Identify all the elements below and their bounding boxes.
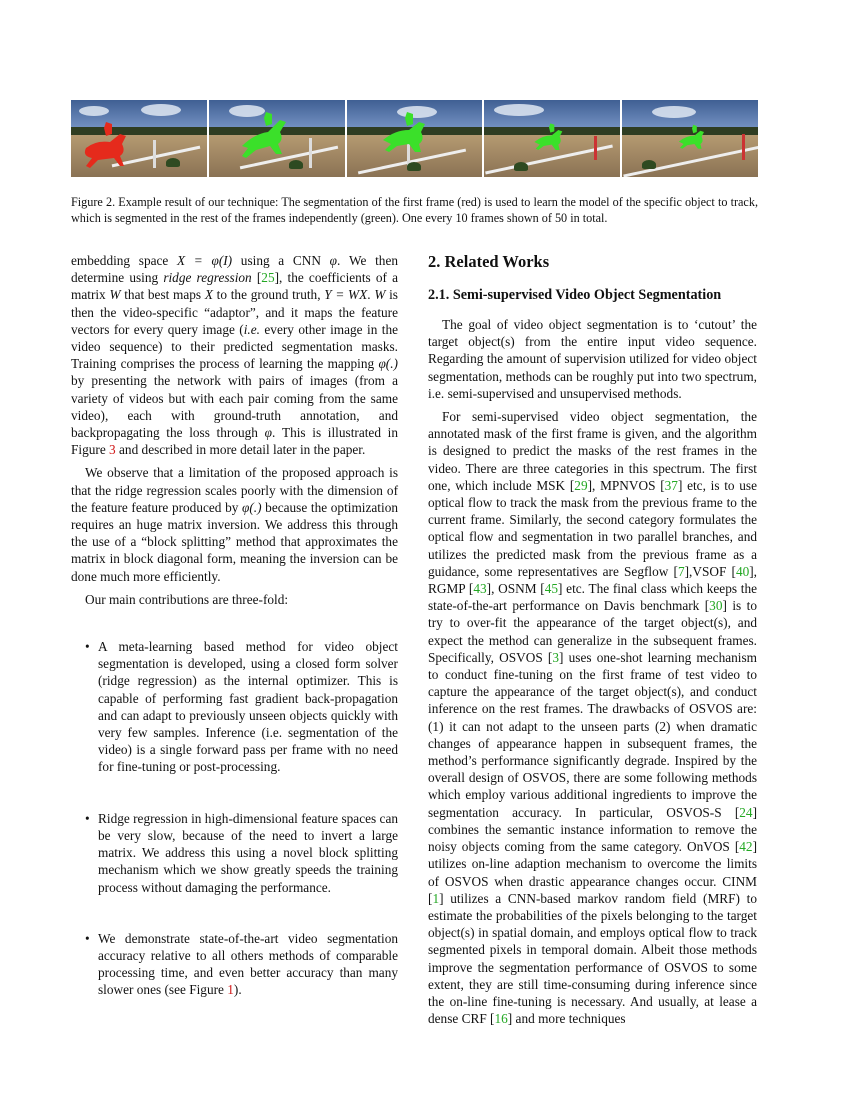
citation-link[interactable]: 37 — [664, 477, 678, 493]
paragraph: For semi-supervised video object segmentation, the annotated mask of the first frame is given, and the algorithm is designed to predict the masks of the rest frames in the video. There are three categories in this spectrum. The first one, which include MSK [29], MPNVOS [37] etc, is to use optical flow to track the mask from the previous frame to the current frame. Similarly, the second category formulates the optical flow and segmentation in two parallel branches, and utilizes the predicted mask from the previous frame as a guidance, some representatives are Segflow [7],VSOF [40], RGMP [43], OSNM [45] etc. The final class which keeps the state-of-the-art performance on Davis benchmark [30] is to try to over-fit the appearance of the target object(s), and expect the method can generalize in the subsequent frames. Specifically, OSVOS [3] uses one-shot learning mechanism to conduct fine-tuning on the first frame of test video to capture the appearance of the target object(s), and conduct inference on the rest frames. The drawbacks of OSVOS are: (1) it can not adapt to the unseen parts (2) when dramatic changes of appearance happen in subsequent frames, the method’s performance significantly degrade. Inspired by the overall design of OSVOS, there are some following methods which employ various additional ingredients to improve the segmentation accuracy. In particular, OSVOS-S [24] combines the semantic instance information to remove the noisy objects coming from the same category. OnVOS [42] utilizes on-line adaption mechanism to overcome the limits of OSVOS when drastic appearance changes occur. CINM [1] utilizes a CNN-based markov random field (MRF) to estimate the probabilities of the pixels belonging to the target object(s) in spatial domain, and employs optical flow to track segmented pixels in temporal domain. Albeit those methods improve the segmentation performance of OSVOS to some extent, they are still time-consuming during inference since the on-line fine-tuning is necessary. And usually, at lease a dense CRF [16] and more techniques — [428, 409, 758, 1027]
bullet-icon: • — [85, 930, 90, 946]
citation-link[interactable]: 16 — [494, 1011, 508, 1027]
paragraph: The goal of video object segmentation is to ‘cutout’ the target object(s) from the entire input video sequence. Regarding the amount of supervision utilized for video object segmentation, methods can be roughly put into two spectrum, i.e. semi-supervised and unsupervised methods. — [428, 317, 757, 401]
figure-link[interactable]: 3 — [109, 442, 116, 458]
paragraph: We observe that a limitation of the proposed approach is that the ridge regression scales poorly with the dimension of the feature feature produced by φ(.) because the optimization requires an huge matrix inversion. We address this through the use of a “block splitting” method that approximates the matrix in block diagonal form, meaning the inversion can be done much more efficiently. — [71, 465, 398, 584]
segmentation-mask — [679, 125, 704, 149]
segmentation-mask — [383, 112, 425, 152]
horse-rider-mask — [375, 108, 435, 160]
citation-link[interactable]: 7 — [677, 563, 685, 579]
list-item: • Ridge regression in high-dimensional feature spaces can be very slow, because of the need to invert a large matrix. We address this using a novel block splitting mechanism which we show greatly speeds the training process without damaging the performance. — [85, 810, 398, 895]
left-column — [71, 252, 398, 1033]
contributions-list — [71, 638, 398, 998]
citation-link[interactable]: 24 — [739, 804, 753, 820]
horse-rider-mask — [674, 122, 710, 154]
citation-link[interactable]: 42 — [739, 839, 753, 855]
segmentation-mask — [242, 112, 286, 158]
video-frame — [209, 100, 345, 177]
citation-link[interactable]: 29 — [574, 477, 588, 493]
list-item: • A meta-learning based method for video object segmentation is developed, using a closed form solver (ridge regression) as the internal optimizer. This is capable of performing fast gradient back-propagation and can adapt to previously unseen objects quickly with very few samples. Inference (i.e. segmentation of the video) is a single forward pass per frame with no need for fine-tuning or post-processing. — [85, 639, 398, 775]
citation-link[interactable]: 1 — [432, 890, 440, 906]
bullet-icon: • — [85, 810, 90, 826]
citation-link[interactable]: 43 — [473, 581, 487, 597]
horse-rider-mask — [529, 120, 569, 156]
paragraph: embedding space X = φ(I) using a CNN φ. We then determine using ridge regression [25], the coefficients of a matrix W that best maps X to the ground truth, Y = WX. W is then the video-specific “adaptor”, and it maps the feature vectors for every query image (i.e. every other image in the video sequence) to their predicted segmentation masks. Training comprises the process of learning the mapping φ(.) by presenting the network with pairs of images (from a variety of videos but with each pair coming from the same video), each with ground-truth annotation, and backpropagating the loss through φ. This is illustrated in Figure 3 and described in more detail later in the paper. — [71, 253, 399, 458]
video-frame — [347, 100, 483, 177]
paragraph: Our main contributions are three-fold: — [85, 591, 289, 607]
segmentation-mask — [85, 122, 126, 168]
video-frame — [71, 100, 207, 177]
right-column — [428, 252, 757, 1033]
citation-link[interactable]: 3 — [552, 649, 560, 665]
segmentation-mask — [535, 123, 563, 150]
horse-rider-mask — [76, 118, 136, 170]
subsection-heading: 2.1. Semi-supervised Video Object Segmentation — [428, 287, 722, 303]
citation-link[interactable]: 25 — [261, 270, 275, 286]
video-frame — [622, 100, 758, 177]
video-frame — [484, 100, 620, 177]
citation-link[interactable]: 40 — [735, 563, 750, 579]
citation-link[interactable]: 30 — [709, 598, 723, 614]
figure-link[interactable]: 1 — [227, 982, 234, 998]
figure-2-image-strip — [71, 100, 758, 177]
list-item: • We demonstrate state-of-the-art video segmentation accuracy relative to all others methods of comparable processing time, and even better accuracy than many slower ones (see Figure 1). — [85, 930, 398, 998]
bullet-icon: • — [85, 639, 90, 655]
figure-caption: Figure 2. Example result of our technique: The segmentation of the first frame (red) is used to learn the model of the specific object to track, which is segmented in the rest of the frames independently (green). One every 10 frames shown of 50 in total. — [71, 195, 758, 225]
horse-rider-mask — [234, 110, 294, 162]
citation-link[interactable]: 45 — [544, 581, 559, 597]
section-heading: 2. Related Works — [428, 252, 550, 271]
